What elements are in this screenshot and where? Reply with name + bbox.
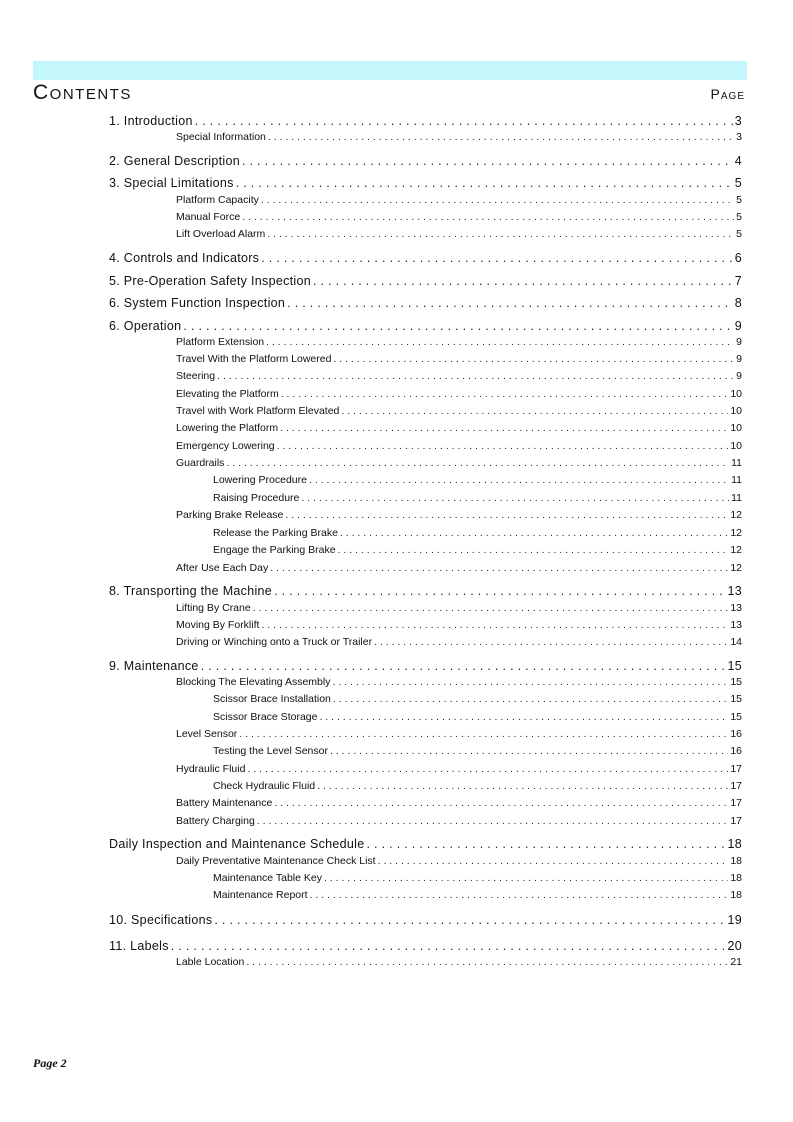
toc-entry-page: 10: [730, 405, 742, 417]
toc-dot-leader: [242, 211, 734, 223]
toc-entry-label: Scissor Brace Storage: [213, 711, 318, 723]
toc-subsection-entry[interactable]: [176, 228, 742, 240]
toc-entry-label: Maintenance Table Key: [213, 872, 322, 884]
toc-dot-leader: [261, 194, 734, 206]
toc-dot-leader: [301, 492, 729, 504]
toc-dot-leader: [309, 474, 729, 486]
toc-entry-label: Blocking The Elevating Assembly: [176, 676, 331, 688]
toc-entry-label: Scissor Brace Installation: [213, 693, 331, 705]
toc-entry-page: 9: [734, 319, 742, 333]
toc-dot-leader: [195, 114, 733, 128]
toc-subsection-entry[interactable]: [176, 440, 742, 452]
toc-entry-page: 15: [730, 711, 742, 723]
toc-entry-page: 17: [730, 763, 742, 775]
toc-entry-label: Emergency Lowering: [176, 440, 275, 452]
toc-subsection-entry[interactable]: [176, 353, 742, 365]
toc-section-entry[interactable]: [109, 154, 742, 168]
toc-dot-leader: [338, 544, 729, 556]
toc-dot-leader: [374, 636, 728, 648]
toc-dot-leader: [319, 711, 728, 723]
toc-dot-leader: [236, 176, 733, 190]
toc-dot-leader: [214, 913, 725, 927]
toc-subsection-entry[interactable]: [213, 544, 742, 556]
toc-dot-leader: [330, 745, 728, 757]
toc-subsection-entry[interactable]: [213, 745, 742, 757]
toc-subsection-entry[interactable]: [213, 872, 742, 884]
toc-entry-label: 3. Special Limitations: [109, 176, 234, 190]
toc-section-entry[interactable]: [109, 939, 742, 953]
toc-dot-leader: [333, 353, 734, 365]
toc-dot-leader: [183, 319, 732, 333]
toc-entry-page: 15: [730, 693, 742, 705]
toc-entry-page: 12: [730, 562, 742, 574]
toc-dot-leader: [257, 815, 729, 827]
toc-dot-leader: [217, 370, 734, 382]
toc-entry-page: 18: [730, 872, 742, 884]
toc-entry-label: Travel with Work Platform Elevated: [176, 405, 340, 417]
toc-dot-leader: [341, 405, 728, 417]
toc-dot-leader: [332, 676, 728, 688]
toc-entry-page: 8: [734, 296, 742, 310]
toc-entry-page: 15: [727, 659, 742, 673]
toc-dot-leader: [367, 837, 726, 851]
toc-entry-page: 3: [734, 114, 742, 128]
toc-dot-leader: [201, 659, 726, 673]
toc-entry-page: 5: [736, 228, 742, 240]
toc-entry-label: Steering: [176, 370, 216, 382]
toc-subsection-entry[interactable]: [176, 194, 742, 206]
toc-entry-label: Daily Inspection and Maintenance Schedule: [109, 837, 365, 851]
toc-dot-leader: [280, 422, 728, 434]
toc-subsection-entry[interactable]: [176, 509, 742, 521]
toc-entry-page: 7: [734, 274, 742, 288]
toc-entry-label: Guardrails: [176, 457, 225, 469]
toc-subsection-entry[interactable]: [176, 676, 742, 688]
toc-entry-label: Level Sensor: [176, 728, 238, 740]
toc-entry-page: 10: [730, 388, 742, 400]
toc-subsection-entry[interactable]: [213, 693, 742, 705]
toc-dot-leader: [171, 939, 726, 953]
footer-page-number: Page 2: [33, 1056, 67, 1070]
toc-subsection-entry[interactable]: [213, 889, 742, 901]
toc-section-entry[interactable]: [109, 659, 742, 673]
toc-entry-page: 9: [736, 336, 742, 348]
toc-entry-label: Battery Charging: [176, 815, 255, 827]
toc-subsection-entry[interactable]: [176, 797, 742, 809]
toc-entry-page: 17: [730, 797, 742, 809]
toc-subsection-entry[interactable]: [176, 763, 742, 775]
toc-entry-label: Battery Maintenance: [176, 797, 273, 809]
toc-dot-leader: [261, 619, 728, 631]
toc-entry-page: 14: [730, 636, 742, 648]
toc-subsection-entry[interactable]: [176, 815, 742, 827]
toc-entry-page: 17: [730, 780, 742, 792]
toc-entry-label: 11. Labels: [109, 939, 169, 953]
toc-dot-leader: [274, 797, 728, 809]
toc-entry-label: Check Hydraulic Fluid: [213, 780, 316, 792]
toc-subsection-entry[interactable]: [176, 855, 742, 867]
toc-subsection-entry[interactable]: [176, 562, 742, 574]
toc-dot-leader: [333, 693, 728, 705]
toc-subsection-entry[interactable]: [213, 492, 742, 504]
toc-section-entry[interactable]: [109, 114, 742, 128]
toc-section-entry[interactable]: [109, 176, 742, 190]
toc-entry-label: Lifting By Crane: [176, 602, 251, 614]
toc-entry-page: 6: [734, 251, 742, 265]
toc-entry-label: 1. Introduction: [109, 114, 193, 128]
toc-entry-page: 9: [736, 353, 742, 365]
toc-entry-label: Parking Brake Release: [176, 509, 284, 521]
page-column-label: Page: [710, 86, 745, 102]
toc-entry-label: Daily Preventative Maintenance Check List: [176, 855, 376, 867]
toc-entry-page: 10: [730, 440, 742, 452]
toc-entry-page: 18: [730, 855, 742, 867]
toc-section-entry[interactable]: [109, 319, 742, 333]
toc-entry-page: 11: [731, 492, 742, 504]
toc-entry-page: 18: [727, 837, 742, 851]
toc-subsection-entry[interactable]: [213, 780, 742, 792]
toc-dot-leader: [253, 602, 729, 614]
toc-entry-label: Elevating the Platform: [176, 388, 279, 400]
page-title: Contents: [33, 81, 132, 104]
toc-entry-label: Lift Overload Alarm: [176, 228, 266, 240]
toc-subsection-entry[interactable]: [176, 336, 742, 348]
toc-subsection-entry[interactable]: [213, 474, 742, 486]
toc-subsection-entry[interactable]: [176, 370, 742, 382]
toc-entry-label: Platform Extension: [176, 336, 265, 348]
toc-entry-page: 12: [730, 509, 742, 521]
toc-entry-label: Travel With the Platform Lowered: [176, 353, 332, 365]
toc-entry-page: 4: [734, 154, 742, 168]
toc-entry-page: 12: [730, 544, 742, 556]
toc-subsection-entry[interactable]: [176, 728, 742, 740]
toc-subsection-entry[interactable]: [176, 405, 742, 417]
toc-dot-leader: [317, 780, 728, 792]
toc-entry-label: Engage the Parking Brake: [213, 544, 336, 556]
toc-subsection-entry[interactable]: [176, 602, 742, 614]
toc-entry-page: 3: [736, 131, 742, 143]
toc-entry-page: 10: [730, 422, 742, 434]
toc-subsection-entry[interactable]: [176, 211, 742, 223]
toc-entry-page: 5: [736, 194, 742, 206]
toc-entry-label: 2. General Description: [109, 154, 240, 168]
toc-section-entry[interactable]: [109, 837, 742, 851]
toc-dot-leader: [270, 562, 728, 574]
toc-subsection-entry[interactable]: [176, 619, 742, 631]
toc-subsection-entry[interactable]: [176, 956, 742, 968]
toc-entry-label: Lowering Procedure: [213, 474, 307, 486]
toc-entry-label: 10. Specifications: [109, 913, 213, 927]
toc-entry-label: 6. System Function Inspection: [109, 296, 286, 310]
toc-entry-label: Release the Parking Brake: [213, 527, 338, 539]
toc-entry-label: 8. Transporting the Machine: [109, 584, 273, 598]
toc-entry-page: 13: [730, 602, 742, 614]
toc-subsection-entry[interactable]: [176, 636, 742, 648]
toc-entry-page: 19: [727, 913, 742, 927]
toc-entry-label: Special Information: [176, 131, 266, 143]
toc-dot-leader: [287, 296, 733, 310]
toc-entry-label: Lable Location: [176, 956, 245, 968]
toc-entry-page: 17: [730, 815, 742, 827]
toc-section-entry[interactable]: [109, 296, 742, 310]
toc-dot-leader: [285, 509, 728, 521]
toc-dot-leader: [277, 440, 729, 452]
toc-entry-label: Hydraulic Fluid: [176, 763, 246, 775]
toc-dot-leader: [246, 956, 728, 968]
toc-section-entry[interactable]: [109, 584, 742, 598]
toc-entry-page: 18: [730, 889, 742, 901]
toc-entry-page: 5: [736, 211, 742, 223]
toc-entry-label: 9. Maintenance: [109, 659, 199, 673]
toc-entry-page: 15: [730, 676, 742, 688]
toc-entry-page: 21: [730, 956, 742, 968]
toc-entry-page: 12: [730, 527, 742, 539]
toc-entry-label: After Use Each Day: [176, 562, 269, 574]
toc-entry-page: 9: [736, 370, 742, 382]
toc-entry-page: 11: [731, 474, 742, 486]
toc-dot-leader: [340, 527, 728, 539]
toc-section-entry[interactable]: [109, 913, 742, 927]
toc-entry-label: Moving By Forklift: [176, 619, 260, 631]
toc-entry-label: Maintenance Report: [213, 889, 308, 901]
toc-entry-label: 4. Controls and Indicators: [109, 251, 260, 265]
toc-dot-leader: [242, 154, 733, 168]
toc-section-entry[interactable]: [109, 274, 742, 288]
toc-subsection-entry[interactable]: [176, 457, 742, 469]
toc-dot-leader: [281, 388, 729, 400]
toc-subsection-entry[interactable]: [213, 527, 742, 539]
toc-entry-label: Lowering the Platform: [176, 422, 279, 434]
toc-entry-label: Driving or Winching onto a Truck or Trailer: [176, 636, 373, 648]
toc-entry-page: 16: [730, 728, 742, 740]
toc-dot-leader: [268, 131, 734, 143]
toc-dot-leader: [378, 855, 729, 867]
toc-dot-leader: [313, 274, 733, 288]
toc-subsection-entry[interactable]: [213, 711, 742, 723]
toc-dot-leader: [247, 763, 728, 775]
toc-section-entry[interactable]: [109, 251, 742, 265]
toc-entry-page: 20: [727, 939, 742, 953]
toc-entry-label: Testing the Level Sensor: [213, 745, 328, 757]
toc-entry-page: 5: [734, 176, 742, 190]
toc-dot-leader: [324, 872, 728, 884]
toc-subsection-entry[interactable]: [176, 131, 742, 143]
toc-entry-label: 6. Operation: [109, 319, 182, 333]
toc-dot-leader: [261, 251, 732, 265]
toc-entry-page: 11: [731, 457, 742, 469]
toc-entry-label: Platform Capacity: [176, 194, 259, 206]
toc-dot-leader: [310, 889, 729, 901]
toc-dot-leader: [274, 584, 725, 598]
toc-subsection-entry[interactable]: [176, 388, 742, 400]
toc-entry-page: 16: [730, 745, 742, 757]
toc-entry-label: Manual Force: [176, 211, 241, 223]
toc-entry-label: Raising Procedure: [213, 492, 300, 504]
toc-entry-page: 13: [730, 619, 742, 631]
toc-entry-label: 5. Pre-Operation Safety Inspection: [109, 274, 311, 288]
toc-dot-leader: [226, 457, 729, 469]
toc-dot-leader: [239, 728, 728, 740]
toc-dot-leader: [266, 336, 734, 348]
toc-dot-leader: [267, 228, 734, 240]
toc-subsection-entry[interactable]: [176, 422, 742, 434]
toc-entry-page: 13: [727, 584, 742, 598]
